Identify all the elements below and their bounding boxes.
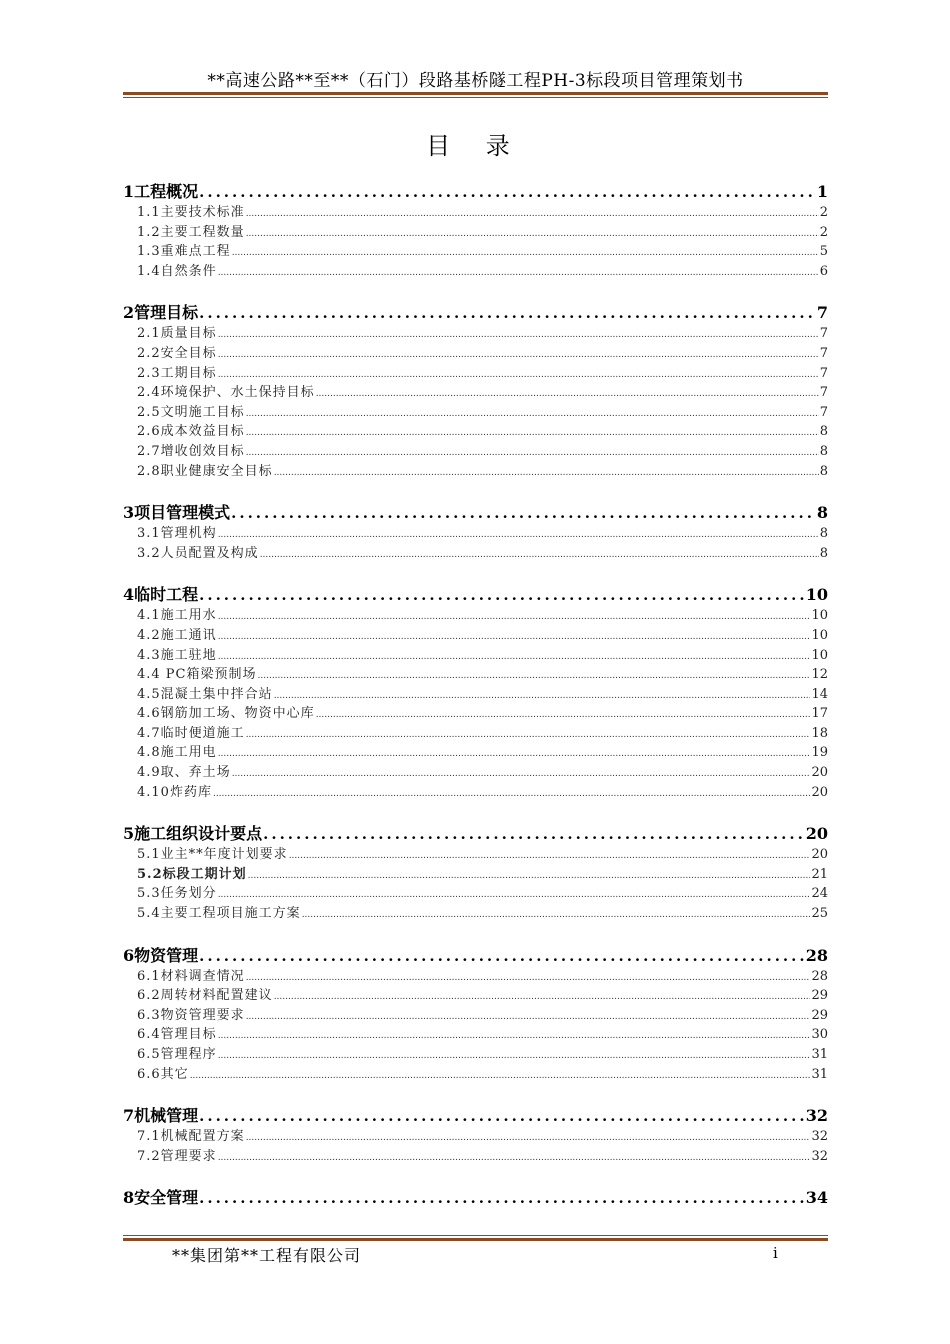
toc-section-entry[interactable] (123, 606, 828, 626)
toc-section-entry[interactable] (123, 1025, 828, 1045)
dot-leader (218, 608, 811, 628)
toc-section-entry[interactable] (123, 442, 828, 462)
toc-chapter-entry-label: 7机械管理 (123, 1106, 199, 1126)
toc-section-entry-label: 4.1施工用水 (137, 608, 217, 624)
toc-chapter-entry[interactable] (123, 822, 828, 845)
toc-section-entry-label: 3.1管理机构 (137, 526, 217, 542)
toc-section-entry-label: 2.7增收创效目标 (137, 443, 245, 459)
toc-section-entry-page-number: 14 (811, 686, 828, 702)
toc-section-entry-page-number: 7 (819, 385, 828, 401)
toc-section-entry[interactable] (123, 1127, 828, 1147)
toc-section-entry-label: 1.2主要工程数量 (137, 224, 245, 240)
toc-chapter-entry[interactable] (123, 180, 828, 203)
toc-section-entry-label: 2.8职业健康安全目标 (137, 463, 273, 479)
toc-section-entry-page-number: 10 (811, 647, 828, 663)
toc-section-entry-label: 1.1主要技术标准 (137, 205, 245, 220)
toc-section-entry[interactable] (123, 262, 828, 282)
header-rule-thin (123, 97, 828, 98)
dot-leader (218, 628, 811, 648)
toc-section-entry-page-number: 7 (819, 404, 828, 420)
dot-leader (274, 464, 819, 484)
toc-section-entry[interactable] (123, 845, 828, 865)
dot-leader (246, 1008, 811, 1028)
toc-section-entry-page-number: 7 (819, 365, 828, 381)
toc-section-entry-page-number: 7 (819, 345, 828, 361)
toc-chapter-entry[interactable] (123, 583, 828, 606)
footer-rule-thick (123, 1238, 828, 1241)
toc-chapter-entry-label: 8安全管理 (123, 1188, 199, 1208)
header-rule-thick (123, 92, 828, 95)
dot-leader (218, 648, 811, 668)
toc-section-entry-label: 6.1材料调查情况 (137, 968, 245, 984)
dot-leader (199, 181, 816, 204)
toc-section-entry[interactable] (123, 203, 828, 223)
dot-leader (246, 225, 819, 245)
footer-company-name: **集团第**工程有限公司 (172, 1246, 362, 1265)
toc-section-entry-label: 2.3工期目标 (137, 365, 217, 381)
toc-section-entry[interactable] (123, 223, 828, 243)
dot-leader (289, 847, 811, 867)
toc-section-entry-page-number: 20 (811, 765, 828, 781)
toc-section-entry-label: 6.2周转材料配置建议 (137, 988, 273, 1004)
toc-section-entry-label: 2.4环境保护、水土保持目标 (137, 385, 315, 401)
toc-section-entry-label: 4.6钢筋加工场、物资中心库 (137, 706, 315, 722)
toc-section-entry[interactable] (123, 1065, 828, 1085)
toc-chapter-entry-page-number: 20 (805, 824, 828, 844)
toc-section-entry[interactable] (123, 524, 828, 544)
toc-section-entry[interactable] (123, 462, 828, 482)
toc-section-entry-page-number: 24 (811, 886, 828, 902)
footer-rule-thin (123, 1235, 828, 1236)
toc-chapter-entry-page-number: 7 (816, 303, 828, 323)
toc-section-entry-page-number: 29 (811, 988, 828, 1004)
toc-section-entry-label: 2.6成本效益目标 (137, 424, 245, 440)
dot-leader (232, 244, 819, 264)
toc-section-entry-page-number: 8 (819, 443, 828, 459)
toc-section-entry-page-number: 19 (811, 745, 828, 761)
toc-section-entry-page-number: 5 (819, 244, 828, 260)
toc-section-entry[interactable] (123, 364, 828, 384)
toc-section-entry[interactable] (123, 704, 828, 724)
toc-section-entry-page-number: 32 (811, 1129, 828, 1145)
dot-leader (218, 1149, 811, 1169)
toc-section-entry-page-number: 6 (819, 263, 828, 279)
toc-section-entry-label: 5.3任务划分 (137, 886, 217, 902)
toc-section-entry-page-number: 10 (811, 608, 828, 624)
dot-leader (199, 1105, 805, 1128)
dot-leader (232, 765, 811, 785)
dot-leader (218, 526, 819, 546)
toc-chapter-entry-page-number: 1 (816, 182, 828, 201)
dot-leader (248, 867, 811, 887)
toc-section-entry-page-number: 31 (811, 1066, 828, 1082)
toc-chapter-entry-page-number: 28 (805, 945, 828, 965)
toc-section-entry[interactable] (123, 324, 828, 344)
dot-leader (246, 969, 811, 989)
dot-leader (199, 945, 805, 968)
toc-section-entry-page-number: 2 (819, 224, 828, 240)
dot-leader (190, 1067, 811, 1087)
dot-leader (246, 726, 811, 746)
toc-section-entry-label: 1.3重难点工程 (137, 244, 231, 260)
dot-leader (274, 988, 811, 1008)
toc-chapter-entry-label: 6物资管理 (123, 945, 199, 965)
dot-leader (263, 823, 805, 846)
toc-section-entry[interactable] (123, 544, 828, 564)
dot-leader (316, 706, 811, 726)
toc-chapter-entry-label: 5施工组织设计要点 (123, 824, 263, 844)
dot-leader (246, 205, 819, 225)
toc-section-entry[interactable] (123, 665, 828, 685)
toc-section-entry-label: 7.1机械配置方案 (137, 1129, 245, 1145)
toc-section-entry-page-number: 20 (811, 784, 828, 800)
toc-section-entry[interactable] (123, 884, 828, 904)
toc-section-entry[interactable] (123, 1147, 828, 1167)
toc-section-entry[interactable] (123, 724, 828, 744)
dot-leader (260, 546, 819, 566)
dot-leader (199, 302, 816, 325)
toc-section-entry[interactable] (123, 422, 828, 442)
toc-title: 目 录 (426, 132, 524, 160)
toc-section-entry[interactable] (123, 646, 828, 666)
dot-leader (199, 1187, 805, 1210)
dot-leader (218, 264, 819, 284)
toc-chapter-entry-page-number: 32 (805, 1106, 828, 1126)
dot-leader (213, 785, 811, 805)
toc-section-entry[interactable] (123, 967, 828, 987)
toc-chapter-entry[interactable] (123, 501, 828, 524)
dot-leader (218, 745, 811, 765)
dot-leader (218, 886, 811, 906)
toc-section-entry-label: 4.8施工用电 (137, 745, 217, 761)
dot-leader (218, 326, 819, 346)
toc-section-entry[interactable] (123, 383, 828, 403)
toc-chapter-entry[interactable] (123, 1104, 828, 1127)
toc-section-entry-page-number: 8 (819, 526, 828, 542)
toc-section-entry-label: 6.4管理目标 (137, 1027, 217, 1043)
dot-leader (246, 1129, 811, 1149)
dot-leader (246, 444, 819, 464)
toc-section-entry-page-number: 28 (811, 968, 828, 984)
toc-section-entry-label: 4.7临时便道施工 (137, 725, 245, 741)
toc-section-entry-label: 6.6其它 (137, 1066, 189, 1082)
toc-section-entry[interactable] (123, 242, 828, 262)
toc-section-entry-label: 6.3物资管理要求 (137, 1007, 245, 1023)
toc-section-entry[interactable] (123, 403, 828, 423)
toc-section-entry-page-number: 20 (811, 847, 828, 863)
toc-section-entry-page-number: 2 (819, 205, 828, 220)
toc-section-entry-label: 2.1质量目标 (137, 326, 217, 342)
document-header-title: **高速公路**至**（石门）段路基桥隧工程PH-3标段项目管理策划书 (207, 71, 744, 91)
toc-section-entry[interactable] (123, 763, 828, 783)
toc-section-entry-label: 2.2安全目标 (137, 345, 217, 361)
toc-section-entry[interactable] (123, 626, 828, 646)
dot-leader (316, 385, 819, 405)
dot-leader (246, 405, 819, 425)
toc-chapter-entry-label: 3项目管理模式 (123, 503, 231, 523)
toc-section-entry-label: 4.5混凝土集中拌合站 (137, 686, 273, 702)
toc-section-entry-page-number: 31 (811, 1047, 828, 1062)
toc-section-entry-label: 5.4主要工程项目施工方案 (137, 906, 301, 922)
toc-section-entry-page-number: 10 (811, 627, 828, 643)
toc-section-entry-label: 7.2管理要求 (137, 1148, 217, 1164)
toc-section-entry[interactable] (123, 865, 828, 885)
toc-section-entry[interactable] (123, 986, 828, 1006)
dot-leader (274, 687, 811, 707)
dot-leader (199, 584, 805, 607)
toc-section-entry-label: 4.3施工驻地 (137, 647, 217, 663)
toc-chapter-entry-label: 2管理目标 (123, 303, 199, 323)
toc-section-entry-label: 3.2人员配置及构成 (137, 545, 259, 561)
toc-section-entry[interactable] (123, 1045, 828, 1065)
toc-section-entry-page-number: 18 (811, 725, 828, 741)
toc-section-entry-page-number: 29 (811, 1007, 828, 1023)
toc-section-entry-label: 4.2施工通讯 (137, 627, 217, 643)
toc-section-entry-label: 5.1业主**年度计划要求 (137, 847, 288, 863)
toc-chapter-entry[interactable] (123, 301, 828, 324)
dot-leader (302, 906, 811, 926)
toc-section-entry-label: 4.4 PC箱梁预制场 (137, 667, 257, 683)
toc-chapter-entry-page-number: 10 (805, 585, 828, 605)
toc-section-entry-label: 4.10炸药库 (137, 784, 212, 800)
dot-leader (246, 424, 819, 444)
dot-leader (231, 502, 816, 525)
toc-chapter-entry[interactable] (123, 944, 828, 967)
toc-section-entry-label: 5.2标段工期计划 (137, 866, 247, 882)
toc-chapter-entry-page-number: 8 (816, 503, 828, 523)
toc-section-entry-label: 2.5文明施工目标 (137, 404, 245, 420)
toc-section-entry-page-number: 12 (811, 667, 828, 683)
toc-section-entry-page-number: 21 (811, 866, 828, 882)
table-of-contents (123, 180, 828, 1209)
toc-section-entry-label: 4.9取、弃土场 (137, 765, 231, 781)
toc-section-entry-page-number: 7 (819, 326, 828, 342)
toc-section-entry-page-number: 8 (819, 463, 828, 479)
dot-leader (218, 346, 819, 366)
toc-section-entry-label: 1.4自然条件 (137, 263, 217, 279)
toc-section-entry-label: 6.5管理程序 (137, 1047, 217, 1062)
dot-leader (258, 667, 811, 687)
toc-section-entry[interactable] (123, 904, 828, 924)
toc-section-entry-page-number: 25 (811, 906, 828, 922)
toc-section-entry[interactable] (123, 783, 828, 803)
toc-section-entry[interactable] (123, 344, 828, 364)
dot-leader (218, 1027, 811, 1047)
dot-leader (218, 1047, 811, 1067)
toc-chapter-entry-page-number: 34 (805, 1188, 828, 1208)
toc-chapter-entry-label: 1工程概况 (123, 182, 199, 201)
toc-section-entry-page-number: 30 (811, 1027, 828, 1043)
toc-section-entry-page-number: 17 (811, 706, 828, 722)
toc-section-entry[interactable] (123, 685, 828, 705)
toc-section-entry-page-number: 8 (819, 424, 828, 440)
toc-section-entry-page-number: 32 (811, 1148, 828, 1164)
toc-section-entry[interactable] (123, 1006, 828, 1026)
footer-page-number: i (773, 1244, 778, 1262)
toc-chapter-entry[interactable] (123, 1186, 828, 1209)
toc-chapter-entry-label: 4临时工程 (123, 585, 199, 605)
toc-section-entry-page-number: 8 (819, 545, 828, 561)
toc-section-entry[interactable] (123, 743, 828, 763)
